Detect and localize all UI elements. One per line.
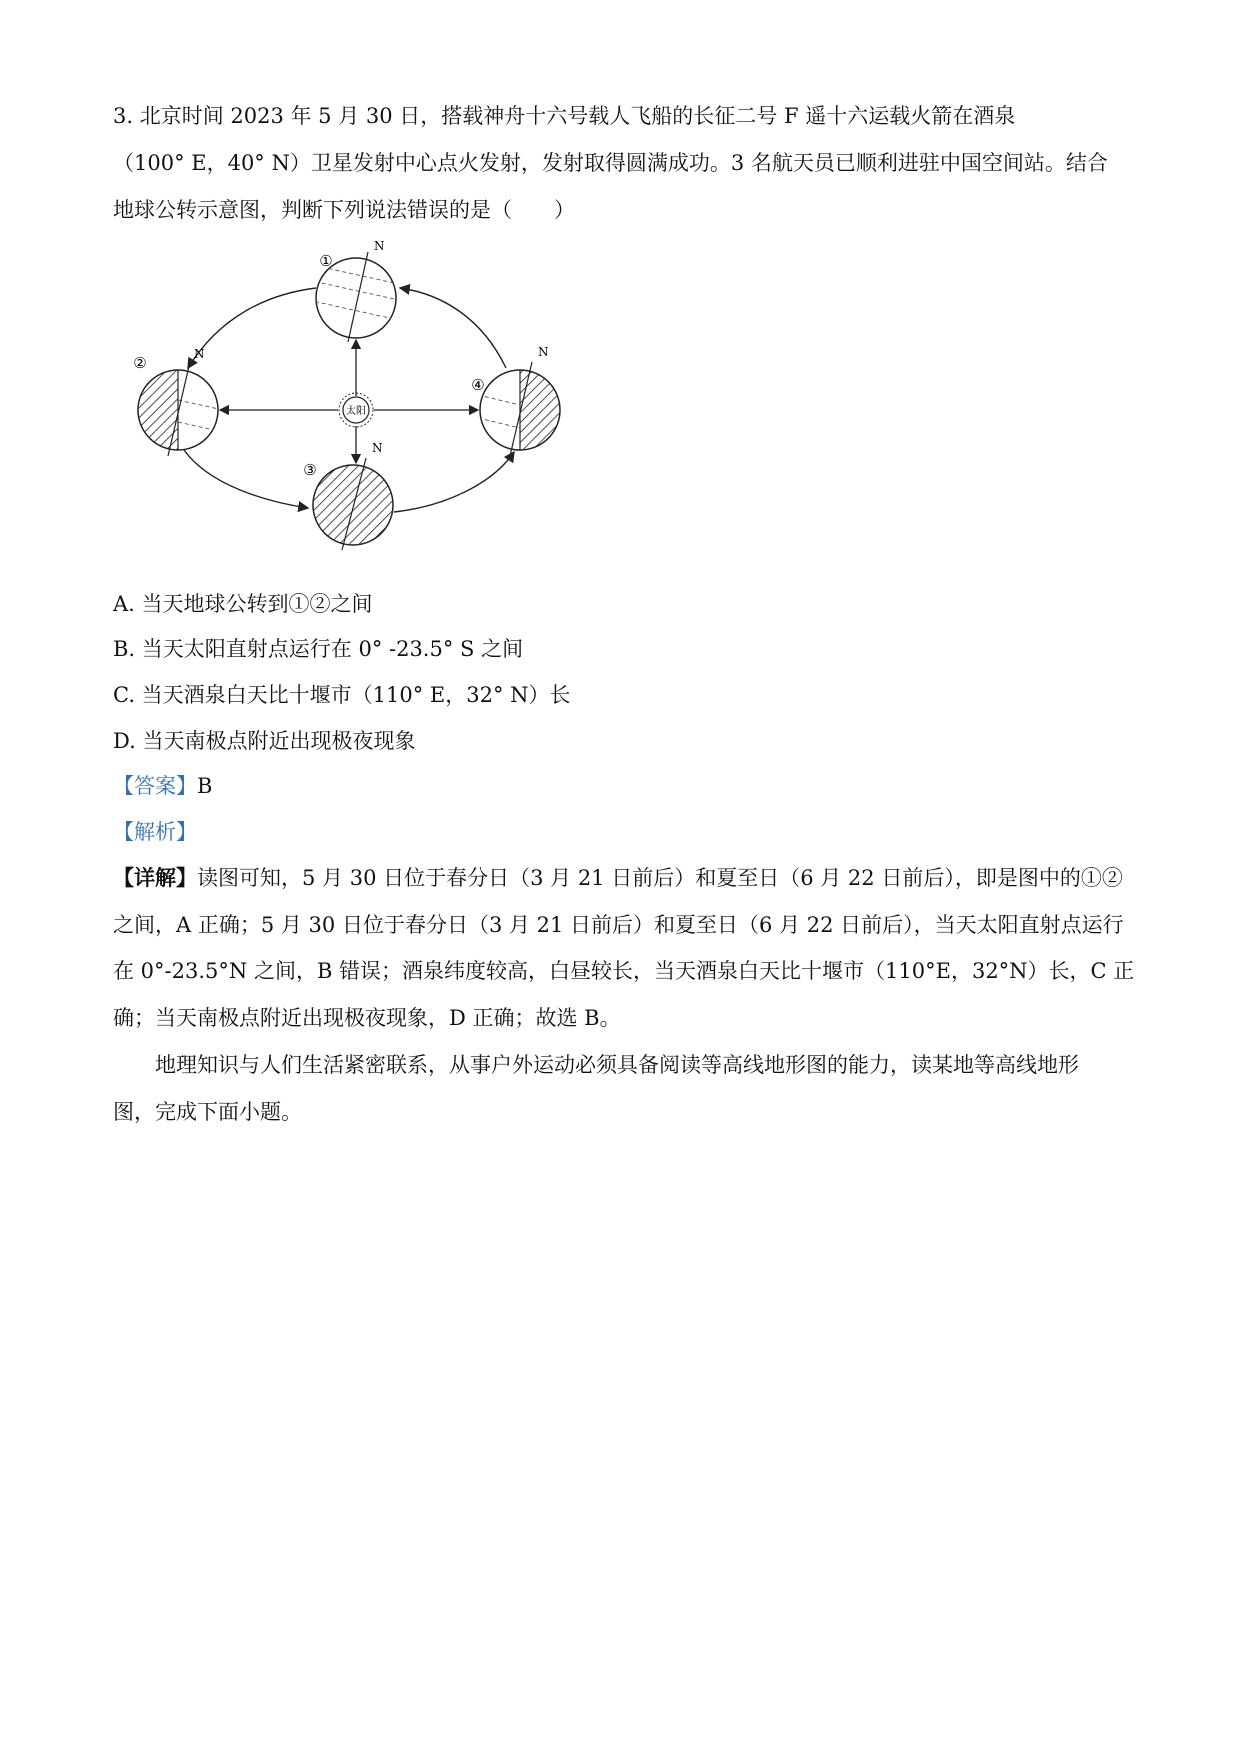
orbit-arc-1-2 [188,288,316,368]
detail-line-2: 之间，A 正确；5 月 30 日位于春分日（3 月 21 日前后）和夏至日（6 月 22 日前后），当天太阳直射点运行 [113,913,1124,937]
intro-line-1: 地理知识与人们生活紧密联系，从事户外运动必须具备阅读等高线地形图的能力，读某地等高线地形 [155,1053,1079,1077]
question-line-3: 地球公转示意图，判断下列说法错误的是（ ） [113,198,575,222]
question-line-2: （100° E，40° N）卫星发射中心点火发射，发射取得圆满成功。3 名航天员已顺利进驻中国空间站。结合 [113,151,1108,175]
earth-position-2 [133,347,223,456]
detail-line-4: 确；当天南极点附近出现极夜现象，D 正确；故选 B。 [113,1006,621,1030]
option-d: D. 当天南极点附近出现极夜现象 [113,729,416,753]
sun-icon [339,393,373,427]
option-c: C. 当天酒泉白天比十堰市（110° E，32° N）长 [113,683,571,707]
answer-line [113,771,212,801]
earth-position-4 [471,345,560,456]
north-label-3: N [372,441,383,455]
position-label-1: ① [319,252,333,270]
detail-text-1: 读图可知，5 月 30 日位于春分日（3 月 21 日前后）和夏至日（6 月 22 日前后），即是图中的①② [197,866,1123,890]
answer-value: B [197,774,213,798]
earth-position-3 [303,441,393,550]
detail-line-1 [113,863,1123,893]
answer-label: 【答案】 [113,774,197,798]
orbit-arc-2-3 [184,450,308,508]
orbit-arc-3-4 [394,452,514,512]
orbit-arc-4-1 [400,288,506,368]
detail-label: 【详解】 [113,865,197,890]
earth-revolution-diagram [128,239,568,560]
north-label-4: N [538,345,549,359]
north-label-2: N [194,347,205,361]
sun-label: 太阳 [346,406,366,417]
north-label-1: N [374,239,385,253]
position-label-2: ② [133,354,147,372]
analysis-label: 【解析】 [113,820,197,844]
earth-position-1 [308,239,408,342]
position-label-4: ④ [471,376,485,394]
option-a: A. 当天地球公转到①②之间 [113,592,373,616]
intro-line-2: 图，完成下面小题。 [113,1100,302,1124]
position-label-3: ③ [303,461,317,479]
option-b: B. 当天太阳直射点运行在 0° -23.5° S 之间 [113,637,524,661]
question-line-1: 3. 北京时间 2023 年 5 月 30 日，搭载神舟十六号载人飞船的长征二号 F 遥十六运载火箭在酒泉 [113,104,1016,128]
detail-line-3: 在 0°-23.5°N 之间，B 错误；酒泉纬度较高，白昼较长，当天酒泉白天比十堰市（110°E，32°N）长，C 正 [113,959,1135,983]
